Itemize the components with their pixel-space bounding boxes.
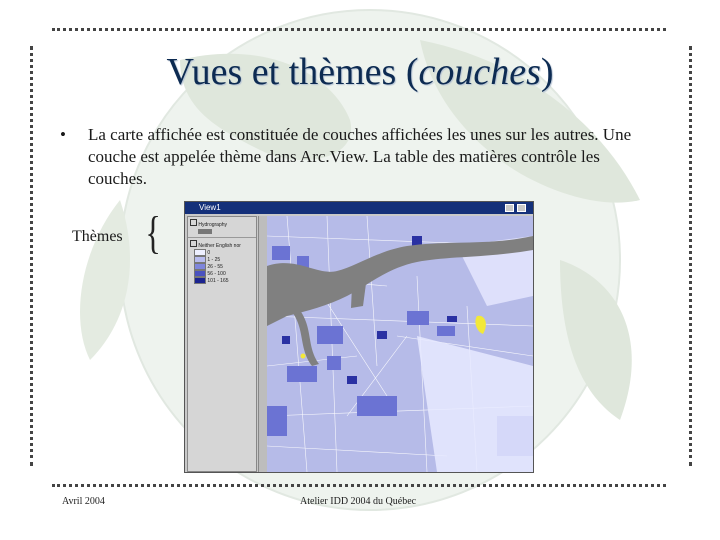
legend-swatch xyxy=(194,277,206,284)
legend-item xyxy=(194,277,229,284)
legend-item xyxy=(194,256,229,263)
bullet-text: La carte affichée est constituée de couches affichées les unes sur les autres. Une couche est appelée thème dans Arc.View. La table des matières contrôle les couches. xyxy=(88,125,632,188)
view-window xyxy=(184,201,534,473)
checkbox-icon[interactable] xyxy=(190,240,197,247)
brace-icon: { xyxy=(145,207,161,258)
theme-divider xyxy=(188,237,256,238)
footer-event: Atelier IDD 2004 du Québec xyxy=(300,496,417,507)
right-border xyxy=(689,46,692,466)
top-border xyxy=(52,28,666,31)
bullet-mark: • xyxy=(60,125,66,144)
footer-date: Avril 2004 xyxy=(62,496,105,507)
theme-label: Neither English nor xyxy=(198,243,241,249)
toc-scrollbar[interactable] xyxy=(258,216,267,472)
checkbox-icon[interactable] xyxy=(190,219,197,226)
bottom-border xyxy=(52,484,666,487)
title-italic: couches xyxy=(418,51,541,93)
title-main: Vues et thèmes ( xyxy=(166,51,419,93)
legend-label: 101 - 165 xyxy=(207,277,229,284)
legend-swatch xyxy=(194,249,206,256)
window-title-bar xyxy=(185,202,533,214)
legend-item xyxy=(194,270,229,277)
legend xyxy=(194,249,229,284)
slide-title xyxy=(0,50,720,94)
table-of-contents xyxy=(187,216,257,472)
theme-population[interactable] xyxy=(190,240,241,249)
themes-label: Thèmes xyxy=(72,228,123,245)
legend-label: 56 - 100 xyxy=(207,270,226,277)
maximize-icon[interactable] xyxy=(517,204,526,212)
theme-label: Hydrography xyxy=(198,222,228,228)
legend-swatch xyxy=(194,270,206,277)
legend-label: 1 - 25 xyxy=(207,256,221,263)
left-border xyxy=(30,46,33,466)
legend-swatch xyxy=(194,256,206,263)
title-end: ) xyxy=(540,51,554,93)
hydro-swatch xyxy=(198,229,212,234)
theme-hydrography[interactable] xyxy=(190,219,227,228)
legend-swatch xyxy=(194,263,206,270)
legend-item xyxy=(194,263,229,270)
legend-item xyxy=(194,249,229,256)
choropleth-map[interactable] xyxy=(267,216,533,472)
window-title: View1 xyxy=(199,203,221,212)
minimize-icon[interactable] xyxy=(505,204,514,212)
legend-label: 0 xyxy=(207,249,211,256)
legend-label: 26 - 55 xyxy=(207,263,223,270)
